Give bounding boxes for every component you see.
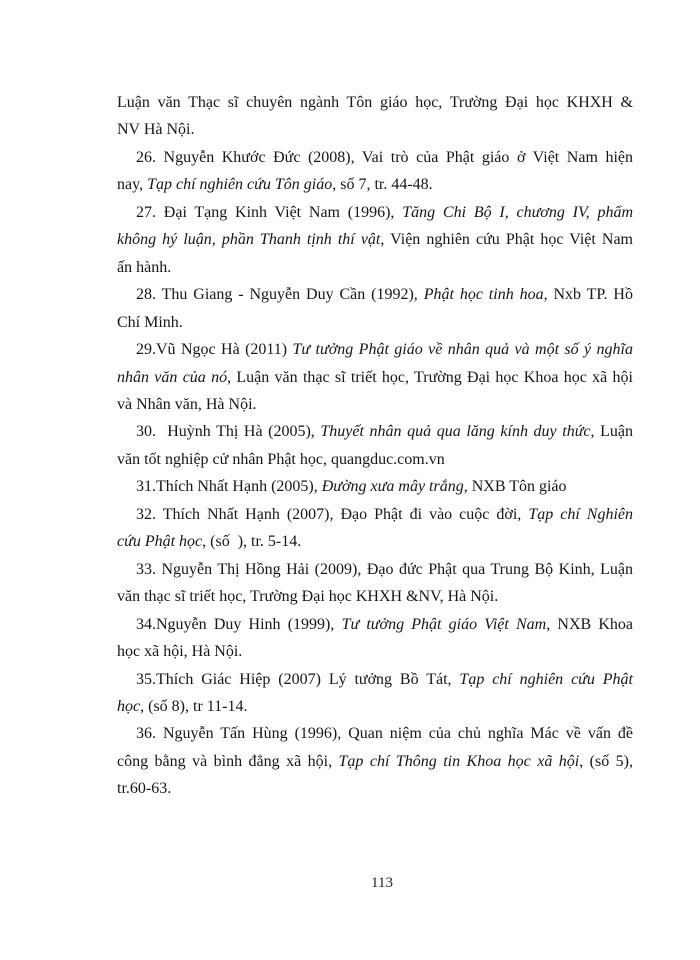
reference-text-italic: Đường xưa mây trắng (321, 478, 464, 496)
reference-text: , NXB Tôn giáo (463, 478, 567, 496)
reference-text: 35.Thích Giác Hiệp (2007) Lý tưởng Bồ Tát, (136, 670, 460, 688)
reference-line (117, 391, 633, 418)
reference-text: Luận văn Thạc sĩ chuyên ngành Tôn giáo học, Trường Đại học KHXH & (117, 94, 633, 111)
reference-line (117, 336, 633, 363)
reference-text-italic: học (117, 697, 141, 715)
reference-line (117, 446, 633, 473)
reference-line (117, 199, 633, 226)
reference-line (117, 418, 633, 445)
reference-text: , Luận văn thạc sĩ triết học, Trường Đại học Khoa học xã hội (227, 368, 633, 386)
reference-line (117, 775, 633, 802)
reference-text: văn thạc sĩ triết học, Trường Đại học KHXH &NV, Hà Nội. (117, 588, 499, 606)
reference-paragraph (117, 144, 633, 199)
reference-paragraph (117, 720, 633, 802)
reference-paragraph (117, 89, 633, 144)
reference-text: Chí Minh. (117, 313, 183, 331)
reference-text: và Nhân văn, Hà Nội. (117, 395, 257, 413)
reference-text-italic: Phật học tinh hoa (423, 286, 544, 304)
reference-text-italic: Thuyết nhân quả qua lăng kính duy thức (320, 423, 591, 441)
references-list (117, 89, 633, 803)
reference-text: ấn hành. (117, 258, 172, 276)
reference-text-italic: nhân văn của nó (117, 368, 228, 386)
reference-text: nay, (117, 176, 148, 194)
reference-line (117, 281, 633, 308)
page-number: 113 (371, 875, 393, 891)
reference-text: 34.Nguyễn Duy Hinh (1999), (136, 615, 342, 633)
reference-line (117, 693, 633, 720)
reference-line (117, 116, 633, 143)
reference-line (117, 611, 633, 638)
reference-line (117, 144, 633, 171)
reference-text: tr.60-63. (117, 780, 172, 798)
reference-text: , (số 5), (579, 752, 633, 770)
reference-text: , Nxb TP. Hồ (543, 286, 633, 304)
reference-line (117, 254, 633, 281)
reference-line (117, 748, 633, 775)
reference-line (117, 720, 633, 747)
reference-line (117, 473, 633, 500)
reference-text: 36. Nguyễn Tấn Hùng (1996), Quan niệm của chủ nghĩa Mác về vấn đề (136, 725, 633, 743)
reference-paragraph (117, 666, 633, 721)
reference-line (117, 171, 633, 198)
reference-text: văn tốt nghiệp cử nhân Phật học, quangduc.com.vn (117, 450, 445, 468)
reference-paragraph (117, 473, 633, 500)
reference-text: 30. Huỳnh Thị Hà (2005), (136, 423, 321, 441)
reference-text: , NXB Khoa (546, 615, 634, 633)
reference-line (117, 583, 633, 610)
reference-text-italic: Tư tưởng Phật giáo về nhân quả và một số ý nghĩa (292, 341, 633, 359)
reference-text: 32. Thích Nhất Hạnh (2007), Đạo Phật đi vào cuộc đời, (136, 505, 529, 523)
reference-paragraph (117, 611, 633, 666)
reference-text-italic: Tạp chí nghiên cứu Phật (459, 670, 633, 688)
reference-text-italic: không hý luận, phần Thanh tịnh thí vật (117, 231, 381, 249)
reference-text: 33. Nguyễn Thị Hồng Hải (2009), Đạo đức Phật qua Trung Bộ Kinh, Luận (136, 560, 633, 578)
reference-paragraph (117, 336, 633, 418)
reference-line (117, 309, 633, 336)
reference-text: 27. Đại Tạng Kinh Việt Nam (1996), (136, 203, 403, 221)
reference-text-italic: Tư tưởng Phật giáo Việt Nam (341, 615, 547, 633)
reference-text: học xã hội, Hà Nội. (117, 643, 243, 661)
reference-paragraph (117, 501, 633, 556)
reference-text-italic: Tạp chí Nghiên (528, 505, 633, 523)
reference-text: , (số 8), tr 11-14. (140, 697, 248, 715)
reference-line (117, 666, 633, 693)
reference-text: NV Hà Nội. (117, 121, 195, 139)
reference-text-italic: cứu Phật học (117, 533, 203, 551)
reference-text-italic: Tạp chí nghiên cứu Tôn giáo (147, 176, 333, 194)
reference-text: , Luận (590, 423, 634, 441)
reference-text: , (số ), tr. 5-14. (202, 533, 302, 551)
reference-text: , Viện nghiên cứu Phật học Việt Nam (380, 231, 633, 249)
reference-text-italic: Tăng Chi Bộ I, chương IV, phẩm (402, 203, 634, 221)
reference-line (117, 528, 633, 555)
reference-line (117, 364, 633, 391)
reference-text: 26. Nguyễn Khước Đức (2008), Vai trò của Phật giáo ở Việt Nam hiện (136, 148, 633, 166)
reference-line (117, 89, 633, 116)
reference-paragraph (117, 199, 633, 281)
reference-line (117, 556, 633, 583)
reference-line (117, 226, 633, 253)
reference-text-italic: Tạp chí Thông tin Khoa học xã hội (338, 752, 580, 770)
reference-line (117, 501, 633, 528)
reference-paragraph (117, 281, 633, 336)
reference-text: 29.Vũ Ngọc Hà (2011) (136, 341, 293, 359)
reference-paragraph (117, 556, 633, 611)
reference-text: 28. Thu Giang - Nguyễn Duy Cần (1992), (136, 286, 424, 304)
reference-line (117, 638, 633, 665)
reference-text: 31.Thích Nhất Hạnh (2005), (136, 478, 322, 496)
reference-paragraph (117, 418, 633, 473)
reference-text: công bằng và bình đẳng xã hội, (117, 752, 339, 770)
reference-text: , số 7, tr. 44-48. (332, 176, 433, 194)
